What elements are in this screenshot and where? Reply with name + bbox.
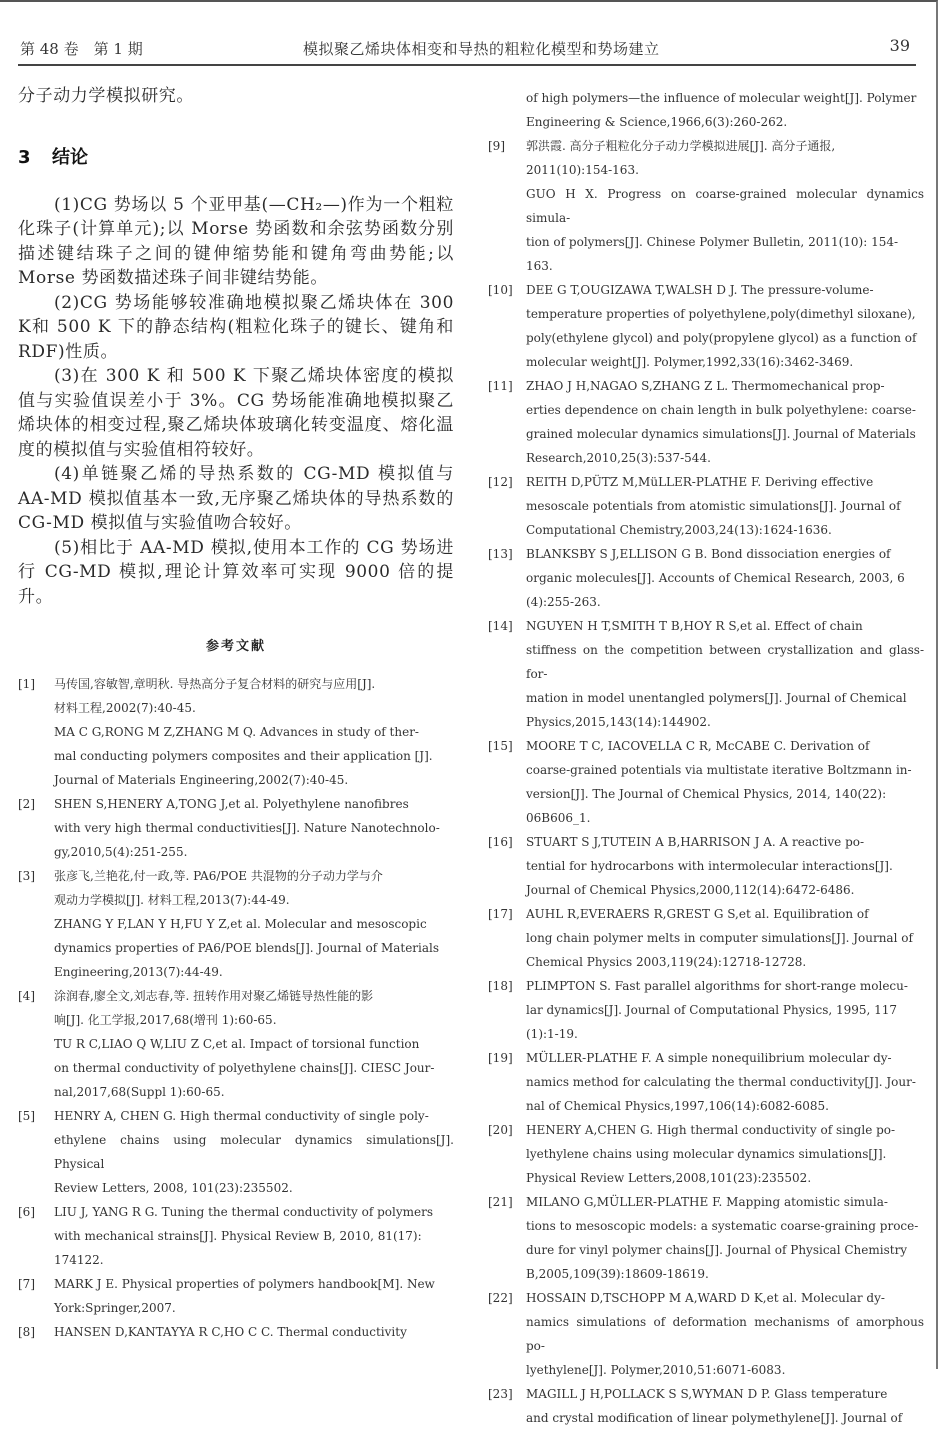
reference-line: organic molecules[J]. Accounts of Chemical Research, 2003, 6	[526, 571, 905, 585]
reference-item	[18, 1320, 454, 1344]
reference-number: [20]	[488, 1123, 513, 1137]
reference-number: [11]	[488, 379, 513, 393]
reference-number: [21]	[488, 1195, 513, 1209]
reference-line: 响[J]. 化工学报,2017,68(增刊 1):60-65.	[54, 1013, 277, 1027]
reference-item	[488, 542, 924, 614]
reference-line: tions to mesoscopic models: a systematic coarse-graining proce-	[526, 1219, 919, 1233]
reference-line: ethylene chains using molecular dynamics simulations[J]. Physical	[54, 1133, 454, 1171]
reference-line: 2011(10):154-163.	[526, 163, 639, 177]
reference-line: Review Letters, 2008, 101(23):235502.	[54, 1181, 293, 1195]
reference-line: grained molecular dynamics simulations[J]. Journal of Materials	[526, 427, 916, 441]
reference-line: PLIMPTON S. Fast parallel algorithms for short-range molecu-	[526, 979, 908, 993]
reference-item	[18, 984, 454, 1104]
reference-line: lar dynamics[J]. Journal of Computational Physics, 1995, 117	[526, 1003, 898, 1017]
reference-line: 观动力学模拟[J]. 材料工程,2013(7):44-49.	[54, 893, 290, 907]
reference-item	[18, 672, 454, 792]
reference-line: temperature properties of polyethylene,poly(dimethyl siloxane),	[526, 307, 916, 321]
reference-item	[488, 1286, 924, 1382]
reference-line: namics method for calculating the thermal conductivity[J]. Jour-	[526, 1075, 916, 1089]
reference-number: [1]	[18, 677, 35, 691]
running-title: 模拟聚乙烯块体相变和导热的粗粒化模型和势场建立	[303, 40, 660, 58]
reference-item	[488, 134, 924, 278]
right-column	[488, 86, 924, 1430]
reference-line: Engineering & Science,1966,6(3):260-262.	[526, 115, 788, 129]
reference-number: [9]	[488, 139, 505, 153]
reference-line: of high polymers—the influence of molecular weight[J]. Polymer	[526, 91, 917, 105]
reference-line: HOSSAIN D,TSCHOPP M A,WARD D K,et al. Molecular dy-	[526, 1291, 885, 1305]
reference-line: stiffness on the competition between crystallization and glass-for-	[526, 643, 924, 681]
reference-line: tion of polymers[J]. Chinese Polymer Bulletin, 2011(10): 154-	[526, 235, 899, 249]
reference-line: version[J]. The Journal of Chemical Physics, 2014, 140(22):	[526, 787, 887, 801]
reference-item	[18, 1104, 454, 1200]
reference-line: York:Springer,2007.	[54, 1301, 176, 1315]
reference-line: mal conducting polymers composites and their application [J].	[54, 749, 433, 763]
reference-line: STUART S J,TUTEIN A B,HARRISON J A. A reactive po-	[526, 835, 865, 849]
reference-line: Engineering,2013(7):44-49.	[54, 965, 223, 979]
conclusion-paragraph: (4)单链聚乙烯的导热系数的 CG-MD 模拟值与 AA-MD 模拟值基本一致,无序聚乙烯块体的导热系数的 CG-MD 模拟值与实验值吻合较好。	[18, 464, 454, 533]
reference-number: [18]	[488, 979, 513, 993]
reference-line: Chemical Physics 2003,119(24):12718-12728.	[526, 955, 807, 969]
section-number: 3	[18, 146, 31, 168]
reference-number: [2]	[18, 797, 35, 811]
volume-issue: 第 48 卷 第 1 期	[20, 40, 143, 58]
reference-item	[488, 830, 924, 902]
conclusion-paragraph: (5)相比于 AA-MD 模拟,使用本工作的 CG 势场进行 CG-MD 模拟,理论计算效率可实现 9000 倍的提升。	[18, 537, 454, 607]
reference-item	[488, 734, 924, 830]
reference-item	[18, 864, 454, 984]
reference-line: Computational Chemistry,2003,24(13):1624-1636.	[526, 523, 832, 537]
reference-number: [17]	[488, 907, 513, 921]
reference-line: 涂润春,廖全文,刘志春,等. 扭转作用对聚乙烯链导热性能的影	[54, 989, 374, 1003]
reference-line: ZHAO J H,NAGAO S,ZHANG Z L. Thermomechanical prop-	[526, 379, 885, 393]
reference-list-left	[18, 672, 454, 1344]
section-heading	[18, 143, 454, 169]
header-rule	[18, 64, 916, 66]
reference-line: with mechanical strains[J]. Physical Review B, 2010, 81(17):	[54, 1229, 422, 1243]
reference-list-right	[488, 86, 924, 1430]
reference-line: Journal of Chemical Physics,2000,112(14):6472-6486.	[526, 883, 855, 897]
reference-line: Research,2010,25(3):537-544.	[526, 451, 711, 465]
reference-number: [12]	[488, 475, 513, 489]
reference-number: [6]	[18, 1205, 35, 1219]
reference-item	[488, 902, 924, 974]
reference-line: 材料工程,2002(7):40-45.	[54, 701, 196, 715]
reference-item	[488, 86, 924, 134]
reference-line: BLANKSBY S J,ELLISON G B. Bond dissociation energies of	[526, 547, 891, 561]
reference-line: 张彦飞,兰艳花,付一政,等. PA6/POE 共混物的分子动力学与介	[54, 869, 383, 883]
reference-line: long chain polymer melts in computer simulations[J]. Journal of	[526, 931, 913, 945]
reference-line: MILANO G,MÜLLER-PLATHE F. Mapping atomistic simula-	[526, 1195, 888, 1209]
conclusions	[18, 193, 454, 610]
reference-number: [16]	[488, 835, 513, 849]
reference-line: lyethylene[J]. Polymer,2010,51:6071-6083.	[526, 1363, 786, 1377]
reference-line: mesoscale potentials from atomistic simulations[J]. Journal of	[526, 499, 901, 513]
reference-item	[488, 278, 924, 374]
reference-item	[488, 1190, 924, 1286]
reference-line: coarse-grained potentials via multistate iterative Boltzmann in-	[526, 763, 912, 777]
reference-line: HENERY A,CHEN G. High thermal conductivity of single po-	[526, 1123, 896, 1137]
reference-line: MARK J E. Physical properties of polymers handbook[M]. New	[54, 1277, 435, 1291]
reference-item	[18, 1272, 454, 1320]
reference-line: dynamics properties of PA6/POE blends[J]. Journal of Materials	[54, 941, 440, 955]
reference-number: [10]	[488, 283, 513, 297]
reference-line: HENRY A, CHEN G. High thermal conductivity of single poly-	[54, 1109, 429, 1123]
conclusion-paragraph: (3)在 300 K 和 500 K 下聚乙烯块体密度的模拟值与实验值误差小于 3%。CG 势场能准确地模拟聚乙烯块体的相变过程,聚乙烯块体玻璃化转变温度、熔化温度的模拟值与实验值相符较好。	[18, 366, 454, 460]
reference-line: HANSEN D,KANTAYYA R C,HO C C. Thermal conductivity	[54, 1325, 407, 1339]
reference-item	[18, 792, 454, 864]
reference-number: [15]	[488, 739, 513, 753]
reference-item	[488, 1046, 924, 1118]
reference-number: [22]	[488, 1291, 513, 1305]
reference-line: 马传国,容敏智,章明秋. 导热高分子复合材料的研究与应用[J].	[54, 677, 376, 691]
reference-line: with very high thermal conductivities[J]. Nature Nanotechnolo-	[54, 821, 440, 835]
reference-line: namics simulations of deformation mechanisms of amorphous po-	[526, 1315, 924, 1353]
running-header	[18, 36, 916, 64]
reference-item	[488, 1382, 924, 1430]
reference-number: [8]	[18, 1325, 35, 1339]
reference-item	[488, 614, 924, 734]
reference-line: TU R C,LIAO Q W,LIU Z C,et al. Impact of torsional function	[54, 1037, 420, 1051]
reference-line: lyethylene chains using molecular dynamics simulations[J].	[526, 1147, 887, 1161]
reference-line: AUHL R,EVERAERS R,GREST G S,et al. Equilibration of	[526, 907, 869, 921]
reference-item	[488, 974, 924, 1046]
reference-line: GUO H X. Progress on coarse-grained molecular dynamics simula-	[526, 187, 924, 225]
reference-line: 174122.	[54, 1253, 104, 1267]
reference-number: [4]	[18, 989, 35, 1003]
reference-line: MÜLLER-PLATHE F. A simple nonequilibrium molecular dy-	[526, 1051, 892, 1065]
reference-line: 163.	[526, 259, 553, 273]
section-title: 结论	[52, 146, 88, 168]
reference-line: (1):1-19.	[526, 1027, 578, 1041]
conclusion-paragraph: (2)CG 势场能够较准确地模拟聚乙烯块体在 300 K和 500 K 下的静态结构(粗粒化珠子的键长、键角和 RDF)性质。	[18, 292, 454, 362]
reference-line: REITH D,PÜTZ M,MüLLER-PLATHE F. Deriving effective	[526, 475, 874, 489]
reference-line: Physics,2015,143(14):144902.	[526, 715, 711, 729]
reference-line: NGUYEN H T,SMITH T B,HOY R S,et al. Effect of chain	[526, 619, 863, 633]
reference-line: DEE G T,OUGIZAWA T,WALSH D J. The pressure-volume-	[526, 283, 874, 297]
reference-number: [13]	[488, 547, 513, 561]
reference-number: [14]	[488, 619, 513, 633]
left-column	[18, 84, 454, 1344]
reference-number: [23]	[488, 1387, 513, 1401]
reference-number: [3]	[18, 869, 35, 883]
reference-line: nal,2017,68(Suppl 1):60-65.	[54, 1085, 225, 1099]
reference-line: LIU J, YANG R G. Tuning the thermal conductivity of polymers	[54, 1205, 434, 1219]
reference-line: SHEN S,HENERY A,TONG J,et al. Polyethylene nanofibres	[54, 797, 409, 811]
page-number: 39	[889, 36, 910, 55]
reference-item	[488, 374, 924, 470]
reference-number: [5]	[18, 1109, 35, 1123]
reference-item	[488, 470, 924, 542]
reference-number: [7]	[18, 1277, 35, 1291]
reference-line: (4):255-263.	[526, 595, 601, 609]
reference-line: 郭洪霞. 高分子粗粒化分子动力学模拟进展[J]. 高分子通报,	[526, 139, 836, 153]
reference-line: tential for hydrocarbons with intermolecular interactions[J].	[526, 859, 893, 873]
reference-item	[18, 1200, 454, 1272]
reference-line: dure for vinyl polymer chains[J]. Journal of Physical Chemistry	[526, 1243, 908, 1257]
reference-line: Physical Review Letters,2008,101(23):235502.	[526, 1171, 812, 1185]
reference-line: 06B606_1.	[526, 811, 591, 825]
reference-line: molecular weight[J]. Polymer,1992,33(16):3462-3469.	[526, 355, 854, 369]
reference-line: MAGILL J H,POLLACK S S,WYMAN D P. Glass temperature	[526, 1387, 888, 1401]
reference-line: poly(ethylene glycol) and poly(propylene glycol) as a function of	[526, 331, 917, 345]
reference-line: nal of Chemical Physics,1997,106(14):6082-6085.	[526, 1099, 829, 1113]
carryover-text: 分子动力学模拟研究。	[18, 86, 194, 106]
reference-line: MOORE T C, IACOVELLA C R, McCABE C. Derivation of	[526, 739, 870, 753]
reference-line: gy,2010,5(4):251-255.	[54, 845, 188, 859]
reference-line: and crystal modification of linear polymethylene[J]. Journal of	[526, 1411, 903, 1425]
reference-line: ZHANG Y F,LAN Y H,FU Y Z,et al. Molecular and mesoscopic	[54, 917, 427, 931]
reference-line: Journal of Materials Engineering,2002(7):40-45.	[54, 773, 349, 787]
reference-line: erties dependence on chain length in bulk polyethylene: coarse-	[526, 403, 916, 417]
reference-line: on thermal conductivity of polyethylene chains[J]. CIESC Jour-	[54, 1061, 435, 1075]
reference-number: [19]	[488, 1051, 513, 1065]
reference-line: mation in model unentangled polymers[J]. Journal of Chemical	[526, 691, 907, 705]
reference-item	[488, 1118, 924, 1190]
conclusion-paragraph: (1)CG 势场以 5 个亚甲基(—CH₂—)作为一个粗粒化珠子(计算单元);以 Morse 势函数和余弦势函数分别描述键结珠子之间的键伸缩势能和键角弯曲势能;以 Morse 势函数描述珠子间非键结势能。	[18, 194, 454, 288]
reference-line: B,2005,109(39):18609-18619.	[526, 1267, 709, 1281]
references-heading: 参考文献	[205, 639, 266, 654]
reference-line: MA C G,RONG M Z,ZHANG M Q. Advances in study of ther-	[54, 725, 419, 739]
